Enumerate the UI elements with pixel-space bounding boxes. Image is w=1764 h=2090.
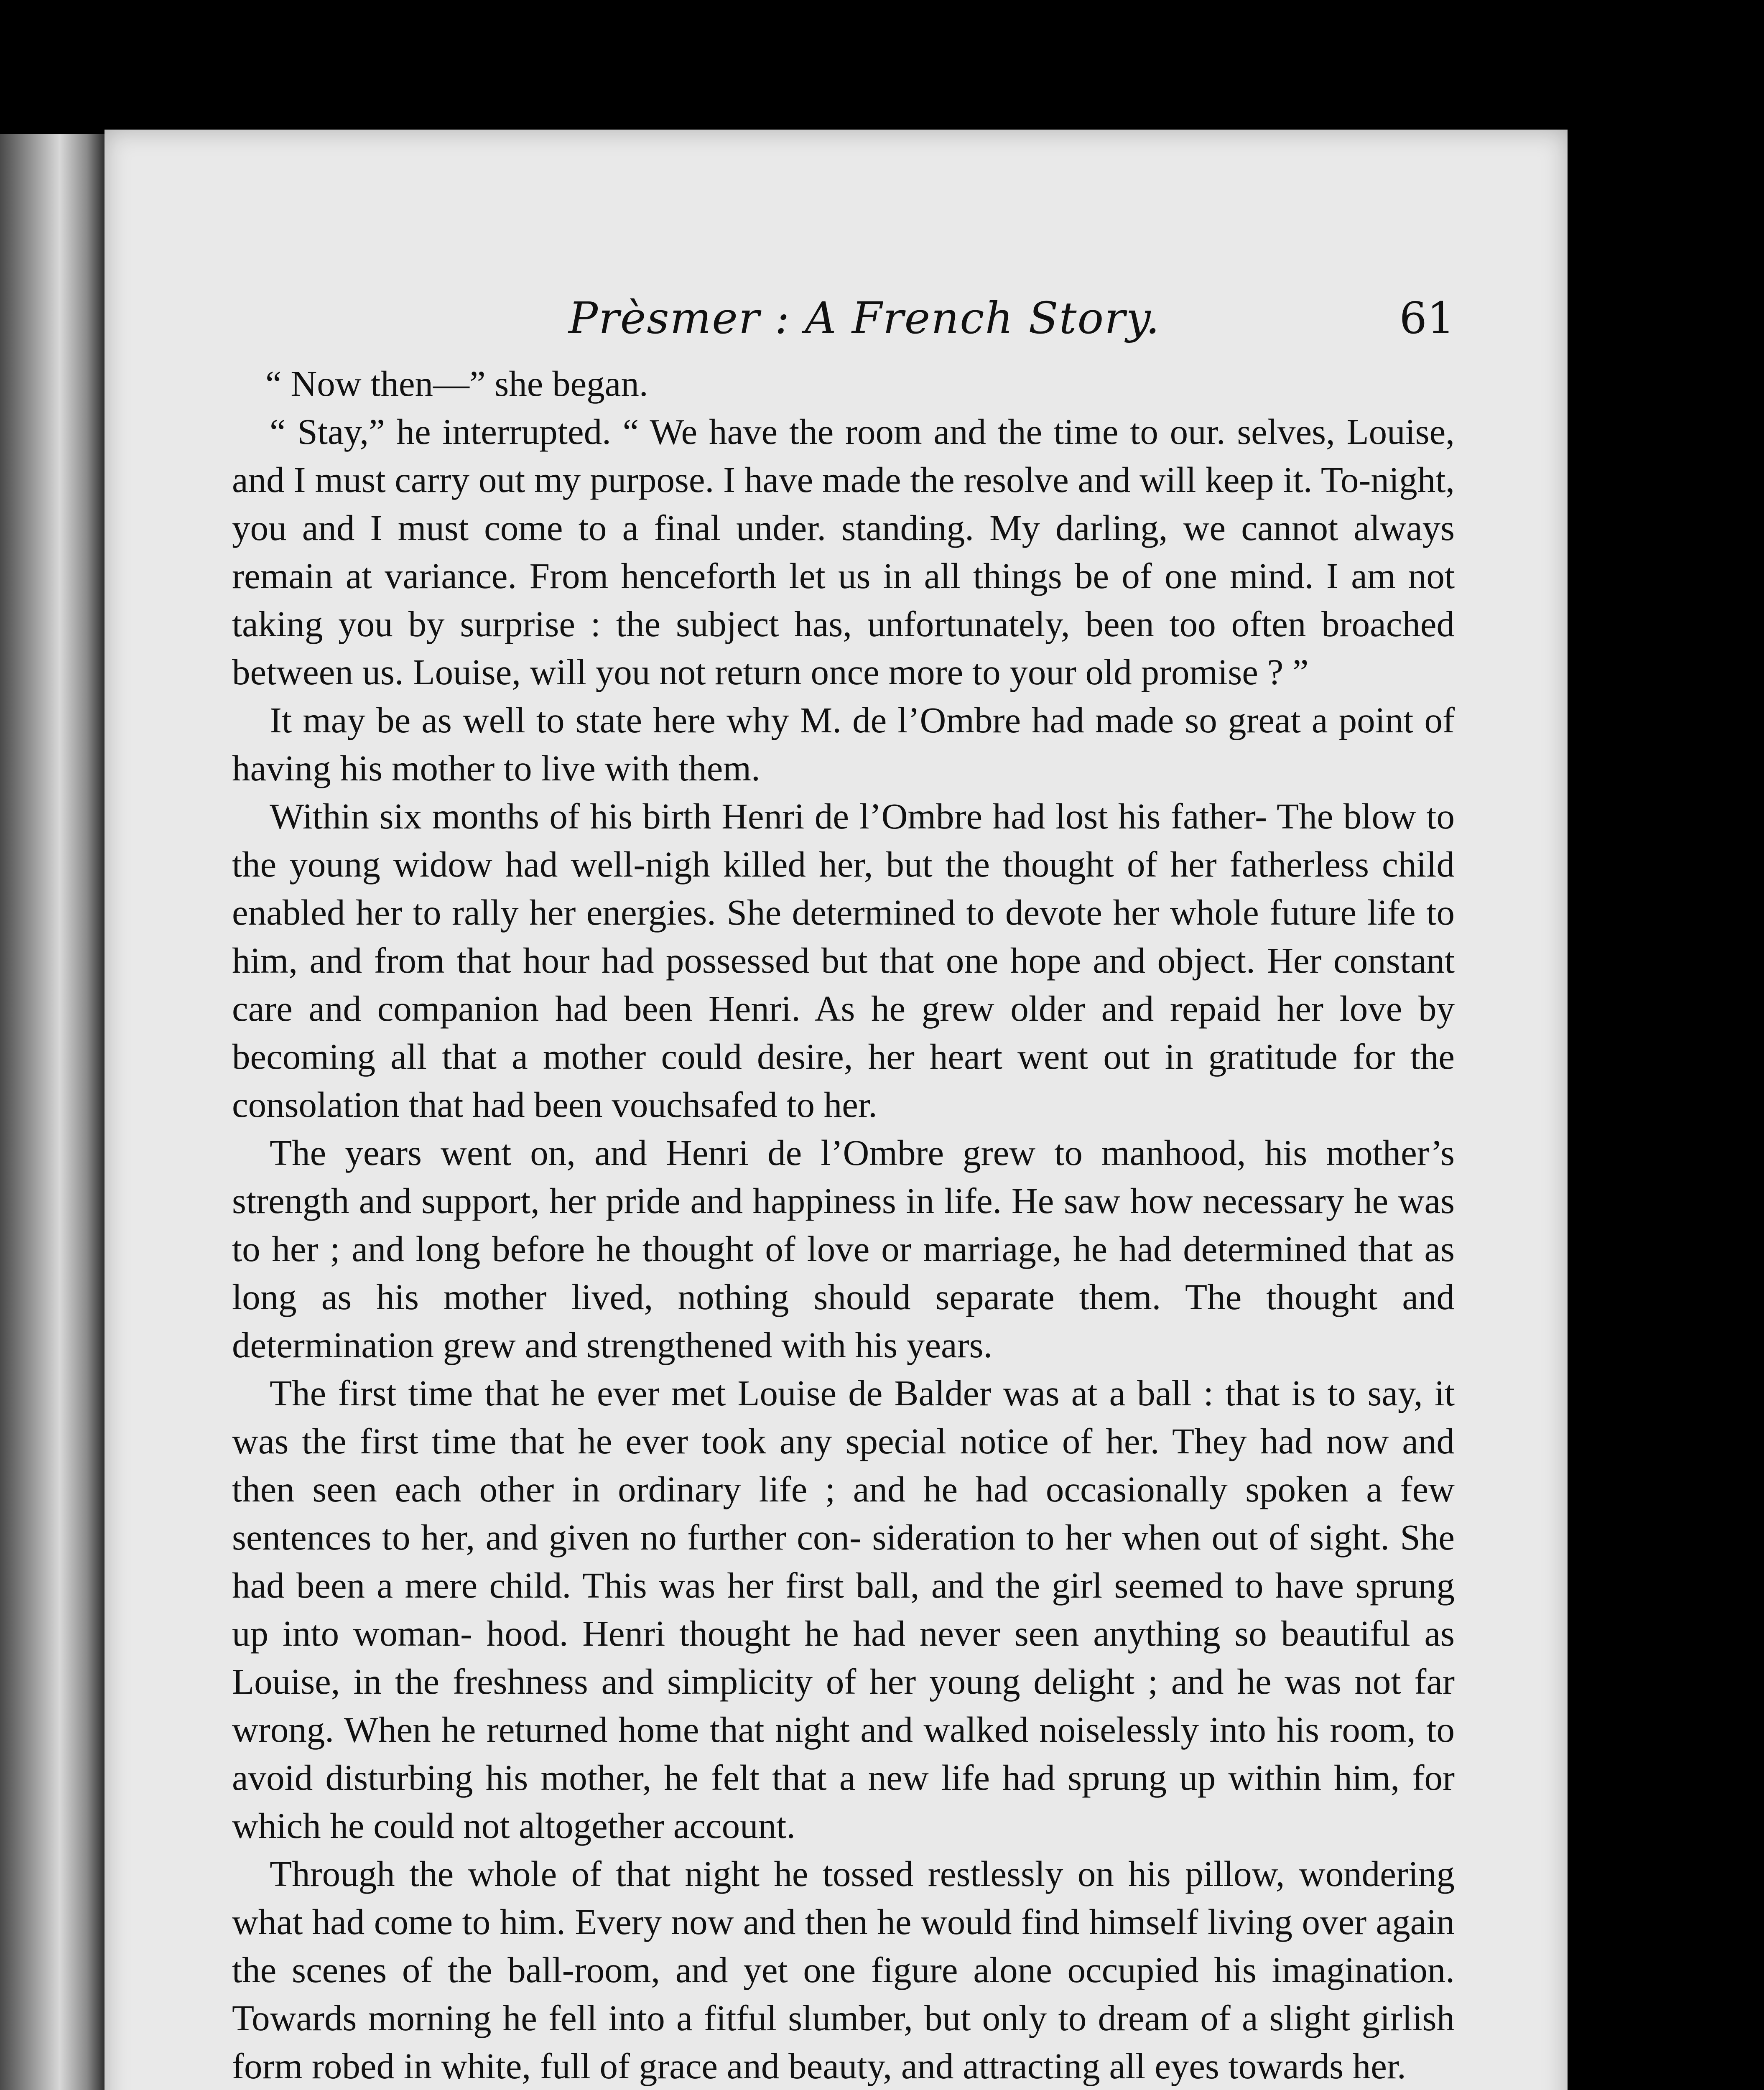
paragraph: Through the whole of that night he tossed restlessly on his pillow, wondering what had come to him. Every now and then he would find himself living over again the scenes of the ball-room, and yet one figure alone occupied his imagination. Towards morning he fell into a fitful slumber, but only to dream of a slight girlish form robed in white, full of grace and beauty, and attracting all eyes towards her. xyxy=(232,1853,1455,2086)
page-number: 61 xyxy=(1399,293,1455,344)
body-text xyxy=(232,359,1455,2090)
previous-page-edge xyxy=(0,134,109,2090)
paragraph: “ Now then—” she began. xyxy=(265,363,648,404)
paragraph: “ Stay,” he interrupted. “ We have the room and the time to our. selves, Louise, and I must carry out my purpose. I have made the resolve and will keep it. To-night, you and I must come to a final under. standing. My darling, we cannot always remain at variance. From henceforth let us in all things be of one mind. I am not taking you by surprise : the subject has, unfortunately, been too often broached between us. Louise, will you not return once more to your old promise ? ” xyxy=(232,411,1455,692)
paragraph: Within six months of his birth Henri de l’Ombre had lost his father- The blow to the young widow had well-nigh killed her, but the thought of her fatherless child enabled her to rally her energies. She determined to devote her whole future life to him, and from that hour had possessed but that one hope and object. Her constant care and companion had been Henri. As he grew older and repaid her love by becoming all that a mother could desire, her heart went out in gratitude for the consolation that had been vouchsafed to her. xyxy=(232,796,1455,1125)
paragraph: It may be as well to state here why M. de l’Ombre had made so great a point of having his mother to live with them. xyxy=(232,700,1455,788)
running-head xyxy=(568,293,1455,355)
running-head-title: Prèsmer : A French Story. xyxy=(568,293,1160,344)
paragraph: The first time that he ever met Louise de Balder was at a ball : that is to say, it was the first time that he ever took any special notice of her. They had now and then seen each other in ordinary life ; and he had occasionally spoken a few sentences to her, and given no further con- sideration to her when out of sight. She had been a mere child. This was her first ball, and the girl seemed to have sprung up into woman- hood. Henri thought he had never seen anything so beautiful as Louise, in the freshness and simplicity of her young delight ; and he was not far wrong. When he returned home that night and walked noiselessly into his room, to avoid disturbing his mother, he felt that a new life had sprung up within him, for which he could not altogether account. xyxy=(232,1373,1455,1846)
paragraph: The years went on, and Henri de l’Ombre grew to manhood, his mother’s strength and support, her pride and happiness in life. He saw how necessary he was to her ; and long before he thought of love or marriage, he had determined that as long as his mother lived, nothing should separate them. The thought and determination grew and strengthened with his years. xyxy=(232,1132,1455,1365)
